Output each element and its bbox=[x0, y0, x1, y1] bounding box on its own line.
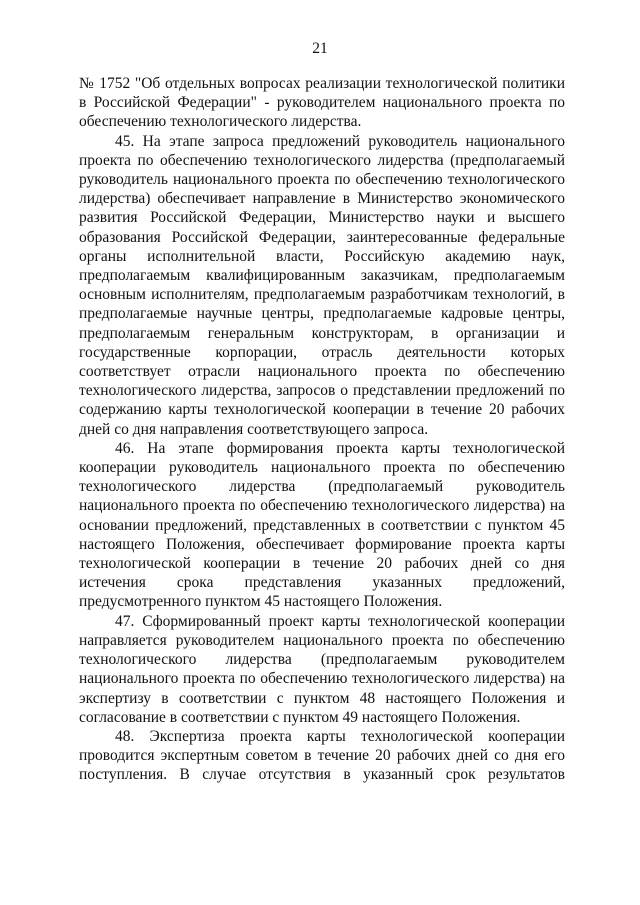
document-body bbox=[79, 74, 565, 785]
paragraph-46: 46. На этапе формирования проекта карты технологической кооперации руководитель национального проекта по обеспечению технологического лидерства (предполагаемый руководитель национального проекта по обеспечению технологического лидерства) на основании предложений, представленных в соответствии с пунктом 45 настоящего Положения, обеспечивает формирование проекта карты технологической кооперации в течение 20 рабочих дней со дня истечения срока представления указанных предложений, предусмотренного пунктом 45 настоящего Положения. bbox=[79, 439, 565, 611]
paragraph-47: 47. Сформированный проект карты технологической кооперации направляется руководителем национального проекта по обеспечению технологического лидерства (предполагаемым руководителем национального проекта по обеспечению технологического лидерства) на экспертизу в соответствии с пунктом 48 настоящего Положения и согласование в соответствии с пунктом 49 настоящего Положения. bbox=[79, 612, 565, 726]
paragraph-continuation: № 1752 "Об отдельных вопросах реализации технологической политики в Российской Федерации" - руководителем национального проекта по обеспечению технологического лидерства. bbox=[79, 75, 565, 131]
page-number: 21 bbox=[312, 40, 328, 57]
paragraph-48: 48. Экспертиза проекта карты технологической кооперации проводится экспертным советом в течение 20 рабочих дней со дня его поступления. В случае отсутствия в указанный срок результатов bbox=[79, 727, 565, 784]
paragraph-45: 45. На этапе запроса предложений руководитель национального проекта по обеспечению технологического лидерства (предполагаемый руководитель национального проекта по обеспечению технологического лидерства) обеспечивает направление в Министерство экономического развития Российской Федерации, Министерство науки и высшего образования Российской Федерации, заинтересованные федеральные органы исполнительной власти, Российскую академию наук, предполагаемым квалифицированным заказчикам, предполагаемым основным исполнителям, предполагаемым разработчикам технологий, в предполагаемые научные центры, предполагаемые кадровые центры, предполагаемым генеральным конструкторам, в организации и государственные корпорации, отрасль деятельности которых соответствует отрасли национального проекта по обеспечению технологического лидерства, запросов о представлении предложений по содержанию карты технологической кооперации в течение 20 рабочих дней со дня направления соответствующего запроса. bbox=[79, 132, 565, 438]
